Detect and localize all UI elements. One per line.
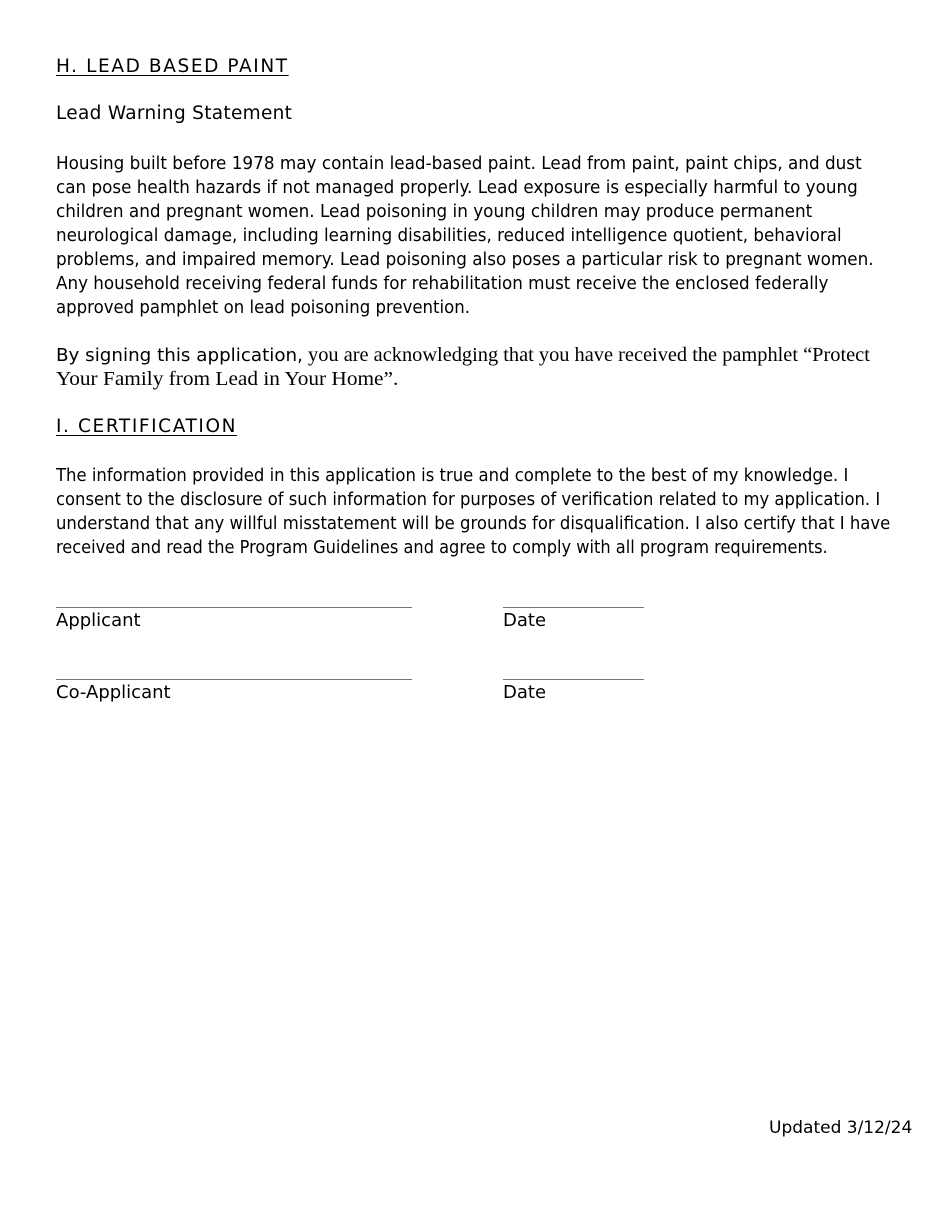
applicant-date-label: Date: [503, 610, 547, 631]
section-h-heading: H. LEAD BASED PAINT: [56, 56, 289, 77]
lead-warning-subheading: Lead Warning Statement: [56, 103, 293, 124]
paragraph-line: received and read the Program Guidelines and agree to comply with all program requirements.: [56, 538, 828, 558]
acknowledgement-line: Your Family from Lead in Your Home”.: [56, 369, 399, 390]
paragraph-line: understand that any willful misstatement will be grounds for disqualification. I also certify that I have: [56, 514, 891, 534]
paragraph-line: consent to the disclosure of such information for purposes of verification related to my application. I: [56, 490, 881, 510]
paragraph-line: problems, and impaired memory. Lead poisoning also poses a particular risk to pregnant women.: [56, 250, 874, 270]
paragraph-line: neurological damage, including learning disabilities, reduced intelligence quotient, behavioral: [56, 226, 842, 246]
paragraph-line: Housing built before 1978 may contain lead-based paint. Lead from paint, paint chips, and dust: [56, 154, 862, 174]
applicant-signature-line[interactable]: ___________________________________: [56, 592, 413, 608]
paragraph-line: The information provided in this application is true and complete to the best of my knowledge. I: [56, 466, 849, 486]
paragraph-line: can pose health hazards if not managed properly. Lead exposure is especially harmful to young: [56, 178, 858, 198]
paragraph-line: Any household receiving federal funds for rehabilitation must receive the enclosed federally: [56, 274, 829, 294]
updated-date-footer: Updated 3/12/24: [769, 1118, 913, 1138]
section-i-heading: I. CERTIFICATION: [56, 416, 238, 437]
co-applicant-date-line[interactable]: ______________: [503, 664, 645, 680]
co-applicant-date-label: Date: [503, 682, 547, 703]
acknowledgement-lead-in: By signing this application,: [56, 346, 303, 366]
acknowledgement-line: [56, 344, 870, 368]
applicant-date-line[interactable]: ______________: [503, 592, 645, 608]
acknowledgement-text: you are acknowledging that you have received the pamphlet “Protect: [302, 345, 870, 366]
paragraph-line: approved pamphlet on lead poisoning prevention.: [56, 298, 470, 318]
paragraph-line: children and pregnant women. Lead poisoning in young children may produce permanent: [56, 202, 813, 222]
co-applicant-signature-line[interactable]: ___________________________________: [56, 664, 413, 680]
applicant-label: Applicant: [56, 610, 141, 631]
co-applicant-label: Co-Applicant: [56, 682, 171, 703]
